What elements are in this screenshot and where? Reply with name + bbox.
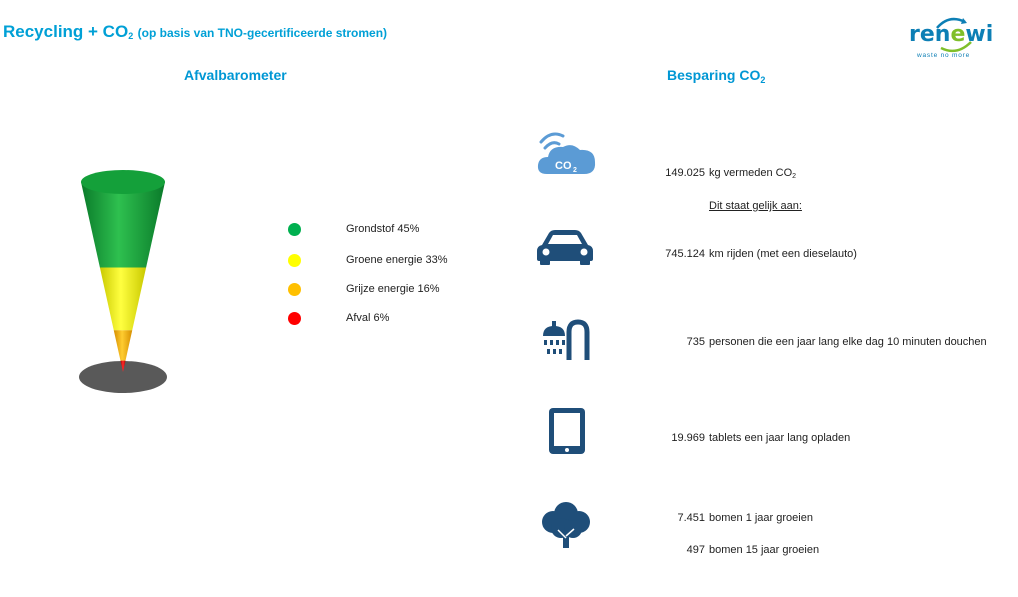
tree-icon <box>539 502 593 550</box>
co2-value: 149.025 <box>665 167 705 179</box>
title-prefix: Recycling + CO <box>3 22 129 41</box>
title-main <box>3 22 133 41</box>
tablet-value: 19.969 <box>671 432 705 444</box>
co2-description <box>709 167 796 180</box>
logo-word-end: wi <box>965 22 994 47</box>
shower-value: 735 <box>686 336 705 348</box>
car-icon <box>536 229 594 265</box>
renewi-logo <box>905 14 995 64</box>
trees-15y-value: 497 <box>686 544 705 556</box>
legend-label: Grondstof 45% <box>346 223 420 235</box>
equivalent-label: Dit staat gelijk aan: <box>709 200 802 212</box>
legend-label: Afval 6% <box>346 312 390 324</box>
cone-top <box>81 170 165 194</box>
tablet-icon <box>547 406 587 456</box>
logo-word <box>909 22 993 47</box>
logo-word-start: re <box>909 22 935 47</box>
title-subscript: 2 <box>128 31 134 41</box>
page-title <box>3 22 387 42</box>
title-note: (op basis van TNO-gecertificeerde stromen) <box>137 26 388 40</box>
legend-dot-yellow <box>288 254 301 267</box>
logo-tagline: waste no more <box>917 52 971 59</box>
legend-item-grondstof <box>288 221 420 237</box>
trees-1y-value: 7.451 <box>677 512 705 524</box>
legend-dot-red <box>288 312 301 325</box>
cone-segment-groene-energie <box>100 268 146 331</box>
shower-icon <box>541 318 591 362</box>
savings-heading <box>667 67 765 85</box>
car-km-description: km rijden (met een dieselauto) <box>709 248 857 260</box>
legend-dot-orange <box>288 283 301 296</box>
legend-item-afval <box>288 310 390 326</box>
cone-segment-grijze-energie <box>114 330 132 360</box>
savings-heading-text: Besparing CO <box>667 67 761 83</box>
co2-description-text: kg vermeden CO <box>709 167 793 179</box>
car-km-value: 745.124 <box>665 248 705 260</box>
legend-item-groene-energie <box>288 252 448 268</box>
barometer-heading: Afvalbarometer <box>184 67 287 83</box>
svg-text:CO: CO <box>555 160 572 172</box>
savings-heading-subscript: 2 <box>760 75 766 85</box>
logo-word-accent: e <box>950 22 966 47</box>
legend-label: Groene energie 33% <box>346 254 448 266</box>
svg-text:2: 2 <box>573 167 577 174</box>
legend-label: Grijze energie 16% <box>346 283 440 295</box>
cone-segment-grondstof <box>81 182 165 268</box>
legend-item-grijze-energie <box>288 281 440 297</box>
logo-word-mid: n <box>934 22 951 47</box>
co2-description-subscript: 2 <box>792 173 797 180</box>
tablet-description: tablets een jaar lang opladen <box>709 432 851 444</box>
shower-description: personen die een jaar lang elke dag 10 minuten douchen <box>709 336 987 348</box>
trees-1y-description: bomen 1 jaar groeien <box>709 512 813 524</box>
legend-dot-green <box>288 223 301 236</box>
waste-barometer-cone <box>70 160 180 400</box>
trees-15y-description: bomen 15 jaar groeien <box>709 544 820 556</box>
co2-cloud-icon <box>535 124 599 178</box>
